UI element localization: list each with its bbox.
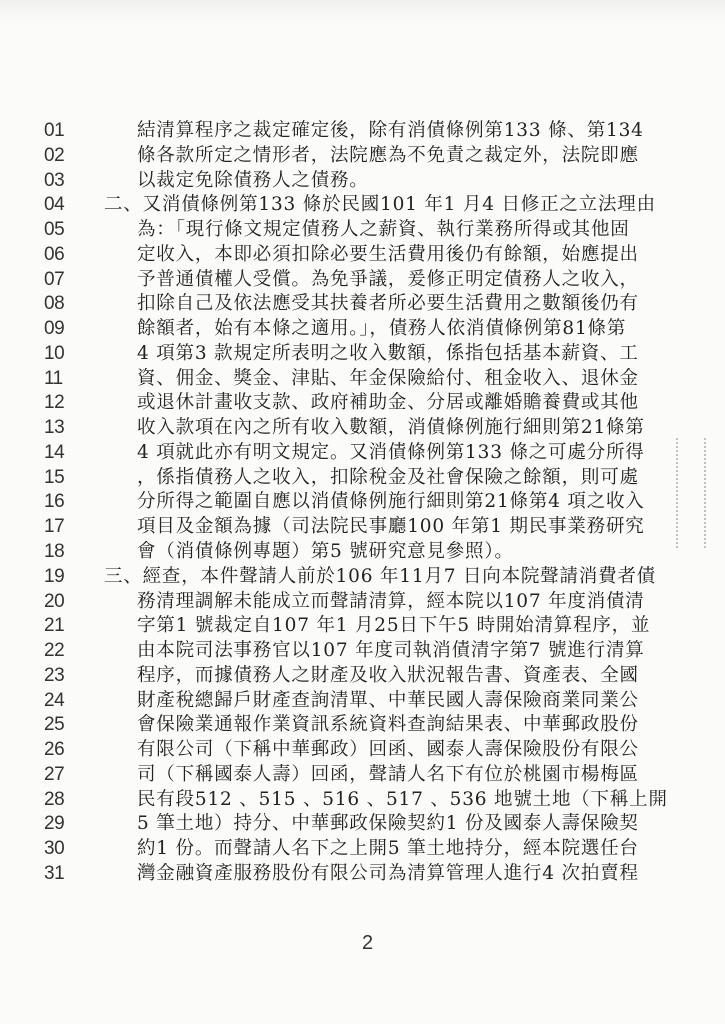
document-line	[0, 440, 700, 465]
line-text: 餘額者，始有本條之適用。」，債務人依消債條例第81條第	[137, 318, 627, 340]
line-number: 08	[44, 293, 65, 315]
line-number: 13	[44, 417, 65, 439]
document-line	[0, 688, 700, 713]
line-text: 資、佣金、獎金、津貼、年金保險給付、租金收入、退休金	[137, 367, 639, 389]
line-text: 或退休計畫收支款、政府補助金、分居或離婚贍養費或其他	[137, 392, 639, 414]
line-text: 定收入，本即必須扣除必要生活費用後仍有餘額，始應提出	[137, 243, 639, 265]
document-line	[0, 390, 700, 415]
line-number: 31	[44, 862, 65, 884]
line-text: 三、經查，本件聲請人前於106 年11月7 日向本院聲請消費者債	[104, 565, 656, 587]
line-text: 會保險業通報作業資訊系統資料查詢結果表、中華郵政股份	[137, 714, 639, 736]
line-text: 約1 份。而聲請人名下之上開5 筆土地持分，經本院選任台	[137, 838, 639, 860]
line-text: 4 項就此亦有明文規定。又消債條例第133 條之可處分所得	[137, 441, 645, 463]
line-text: 民有段512 、515 、516 、517 、536 地號土地（下稱上開	[137, 788, 668, 810]
line-text: 有限公司（下稱中華郵政）回函、國泰人壽保險股份有限公	[137, 739, 639, 761]
line-number: 21	[44, 615, 65, 637]
line-text: 5 筆土地）持分、中華郵政保險契約1 份及國泰人壽保險契	[137, 813, 639, 835]
line-number: 10	[44, 342, 65, 364]
line-text: 灣金融資產服務股份有限公司為清算管理人進行4 次拍賣程	[137, 862, 639, 884]
document-line	[0, 316, 700, 341]
line-text: 收入款項在內之所有收入數額，消債條例施行細則第21條第	[137, 417, 645, 439]
document-line	[0, 861, 700, 886]
document-line	[0, 737, 700, 762]
line-text: 以裁定免除債務人之債務。	[137, 169, 369, 191]
document-line	[0, 787, 700, 812]
line-text: 為：「現行條文規定債務人之薪資、執行業務所得或其他固	[137, 219, 630, 241]
line-text: 由本院司法事務官以107 年度司執消債清字第7 號進行清算	[137, 640, 645, 662]
line-number: 28	[44, 788, 65, 810]
line-number: 22	[44, 640, 65, 662]
line-text: 司（下稱國泰人壽）回函，聲請人名下有位於桃園市楊梅區	[137, 763, 639, 785]
document-line	[0, 242, 700, 267]
line-text: 分所得之範圍自應以消債條例施行細則第21條第4 項之收入	[137, 491, 645, 513]
document-line	[0, 192, 700, 217]
document-line	[0, 712, 700, 737]
document-line	[0, 366, 700, 391]
line-text: 字第1 號裁定自107 年1 月25日下午5 時開始清算程序，並	[137, 615, 651, 637]
line-number: 01	[44, 120, 65, 141]
document-line	[0, 589, 700, 614]
document-line	[0, 143, 700, 168]
line-number: 02	[44, 144, 65, 166]
line-text: 4 項第3 款規定所表明之收入數額，係指包括基本薪資、工	[137, 342, 639, 364]
document-line	[0, 539, 700, 564]
line-number: 30	[44, 838, 65, 860]
line-number: 24	[44, 689, 65, 711]
document-line	[0, 514, 700, 539]
document-line	[0, 168, 700, 193]
document-line	[0, 465, 700, 490]
document-body	[0, 118, 700, 886]
document-line	[0, 663, 700, 688]
scan-top-edge	[0, 0, 725, 22]
line-number: 27	[44, 763, 65, 785]
line-number: 11	[44, 367, 63, 389]
page-number: 2	[362, 932, 374, 954]
document-line	[0, 415, 700, 440]
line-text: 項目及金額為據（司法院民事廳100 年第1 期民事業務研究	[137, 516, 645, 538]
line-text: 程序，而據債務人之財產及收入狀況報告書、資產表、全國	[137, 664, 639, 686]
document-line	[0, 267, 700, 292]
line-number: 20	[44, 590, 65, 612]
line-number: 18	[44, 541, 65, 563]
document-line	[0, 762, 700, 787]
line-number: 06	[44, 243, 65, 265]
line-number: 05	[44, 219, 65, 241]
line-number: 16	[44, 491, 65, 513]
line-number: 25	[44, 714, 65, 736]
line-text: 財產稅總歸戶財產查詢清單、中華民國人壽保險商業同業公	[137, 689, 639, 711]
line-text: 扣除自己及依法應受其扶養者所必要生活費用之數額後仍有	[137, 293, 639, 315]
document-line	[0, 341, 700, 366]
line-text: 務清理調解未能成立而聲請清算，經本院以107 年度消債清	[137, 590, 645, 612]
line-number: 23	[44, 664, 65, 686]
line-number: 14	[44, 441, 65, 463]
line-number: 17	[44, 516, 65, 538]
line-text: 予普通債權人受償。為免爭議，爰修正明定債務人之收入，	[137, 268, 639, 290]
line-number: 15	[44, 466, 65, 488]
line-number: 09	[44, 318, 65, 340]
document-line	[0, 118, 700, 143]
document-line	[0, 564, 700, 589]
document-line	[0, 638, 700, 663]
line-text: 二、又消債條例第133 條於民國101 年1 月4 日修正之立法理由	[104, 194, 656, 216]
document-line	[0, 613, 700, 638]
line-number: 19	[44, 565, 65, 587]
line-text: 會（消債條例專題）第5 號研究意見參照）。	[137, 541, 514, 563]
line-text: ，係指債務人之收入，扣除稅金及社會保險之餘額，則可處	[137, 466, 639, 488]
document-line	[0, 811, 700, 836]
document-line	[0, 489, 700, 514]
document-line	[0, 836, 700, 861]
line-number: 03	[44, 169, 65, 191]
line-text: 結清算程序之裁定確定後，除有消債條例第133 條、第134	[137, 120, 644, 141]
document-line	[0, 291, 700, 316]
document-line	[0, 217, 700, 242]
line-number: 12	[44, 392, 65, 414]
line-number: 29	[44, 813, 65, 835]
line-text: 條各款所定之情形者，法院應為不免責之裁定外，法院即應	[137, 144, 639, 166]
line-number: 07	[44, 268, 65, 290]
line-number: 04	[44, 194, 65, 216]
line-number: 26	[44, 739, 65, 761]
